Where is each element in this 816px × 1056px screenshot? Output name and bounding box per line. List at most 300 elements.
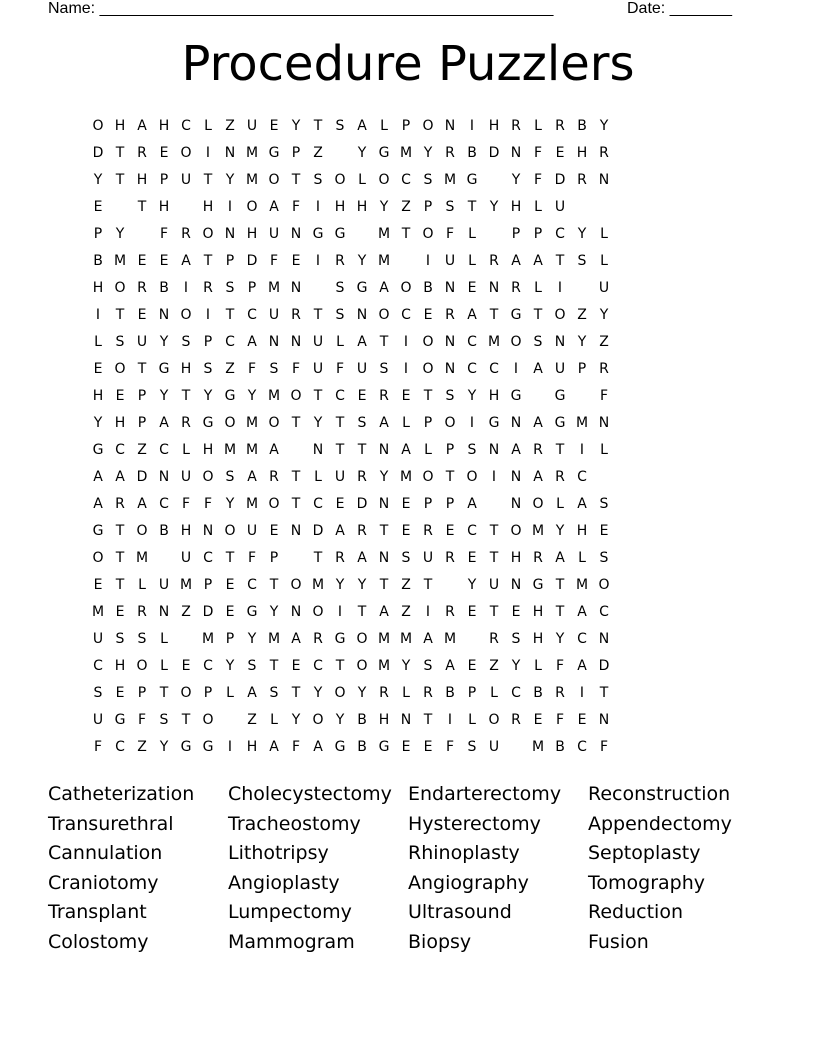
grid-cell: T [181,388,191,404]
grid-cell: O [312,604,324,620]
grid-cell: L [534,118,542,134]
grid-cell: R [445,145,455,161]
grid-cell: I [205,145,211,161]
grid-cell: T [401,226,411,242]
grid-cell: I [513,361,519,377]
grid-cell: U [554,199,566,215]
grid-cell: E [159,145,169,161]
grid-cell: N [510,415,522,431]
grid-cell: G [312,226,324,242]
grid-cell: S [467,442,477,458]
grid-cell: R [291,307,301,323]
grid-row [87,167,615,194]
grid-cell: Y [467,577,477,593]
grid-cell [461,626,483,653]
grid-cell: F [445,739,455,755]
grid-cell: F [203,496,213,512]
grid-cell: G [466,172,478,188]
grid-cell: E [159,253,169,269]
grid-cell: O [180,685,192,701]
grid-cell [395,248,417,275]
grid-cell: O [136,523,148,539]
grid-cell: C [159,442,169,458]
grid-cell: A [115,469,125,485]
word-list-item: Rhinoplasty [408,842,520,865]
grid-cell: L [314,469,322,485]
grid-cell: Z [401,199,411,215]
grid-cell: I [315,199,321,215]
grid-cell: R [379,388,389,404]
grid-cell: E [401,523,411,539]
grid-cell: N [290,226,302,242]
grid-cell: T [423,388,433,404]
grid-cell: G [114,712,126,728]
grid-cell: N [290,604,302,620]
grid-cell: T [313,307,323,323]
grid-cell: C [313,496,323,512]
grid-cell: M [531,739,545,755]
grid-cell: M [399,631,413,647]
word-list-item: Lumpectomy [228,901,352,924]
grid-row [87,707,615,734]
grid-cell: T [533,307,543,323]
grid-cell: C [93,658,103,674]
date-field-line: Date: _______ [627,0,732,17]
grid-cell: R [489,631,499,647]
grid-cell: I [557,280,563,296]
grid-cell: C [577,631,587,647]
grid-cell: S [115,334,125,350]
grid-cell: E [93,361,103,377]
grid-cell: F [599,388,609,404]
grid-cell: L [600,226,608,242]
grid-cell: I [579,442,585,458]
grid-cell: R [445,550,455,566]
grid-cell: A [159,415,169,431]
grid-cell: U [92,631,104,647]
grid-cell: R [137,280,147,296]
grid-row [87,113,615,140]
grid-cell: N [444,280,456,296]
grid-row [87,410,615,437]
grid-row [87,518,615,545]
grid-cell: T [291,469,301,485]
word-list-row [48,898,768,928]
grid-cell: T [115,577,125,593]
grid-cell: F [159,226,169,242]
grid-cell: N [598,712,610,728]
grid-cell: E [555,145,565,161]
grid-cell: G [202,415,214,431]
grid-cell: O [378,307,390,323]
grid-cell: C [577,739,587,755]
grid-cell: Y [511,658,521,674]
grid-cell: N [598,631,610,647]
grid-cell: Y [115,226,125,242]
grid-cell: Y [269,604,279,620]
grid-cell: T [137,361,147,377]
grid-cell: Y [467,388,477,404]
grid-cell: G [224,388,236,404]
grid-cell: U [312,361,324,377]
grid-cell: C [401,172,411,188]
grid-cell: T [335,658,345,674]
grid-cell: M [267,280,281,296]
grid-cell: O [202,226,214,242]
grid-cell: H [202,199,214,215]
grid-cell: E [291,658,301,674]
grid-cell: H [180,523,192,539]
grid-cell: T [489,550,499,566]
grid-cell: S [335,118,345,134]
grid-row [87,302,615,329]
page-title: Procedure Puzzlers [181,36,635,92]
grid-cell: A [467,307,477,323]
grid-cell: Y [159,334,169,350]
grid-cell: R [599,361,609,377]
grid-cell: O [356,631,368,647]
grid-cell [593,464,615,491]
grid-cell: I [403,361,409,377]
grid-cell: D [554,172,566,188]
grid-cell [351,221,373,248]
grid-cell: Y [93,415,103,431]
grid-row [87,491,615,518]
grid-cell: R [357,523,367,539]
grid-cell: D [92,145,104,161]
grid-cell: A [533,469,543,485]
grid-cell: P [137,415,147,431]
grid-cell: U [158,577,170,593]
grid-cell: Z [489,658,499,674]
grid-cell: B [445,685,455,701]
grid-cell: Y [291,712,301,728]
grid-cell [219,707,241,734]
grid-cell: E [357,388,367,404]
grid-cell: N [510,577,522,593]
grid-cell: R [423,685,433,701]
grid-cell: N [444,118,456,134]
grid-cell: A [511,442,521,458]
grid-cell: G [378,739,390,755]
grid-cell: M [377,631,391,647]
grid-cell: O [422,226,434,242]
grid-cell: F [269,253,279,269]
grid-cell: U [268,226,280,242]
grid-cell: A [401,442,411,458]
grid-cell: L [424,442,432,458]
grid-cell: H [180,361,192,377]
grid-cell: N [400,712,412,728]
grid-cell [527,383,549,410]
grid-cell: E [577,712,587,728]
grid-cell: E [511,604,521,620]
grid-cell: R [269,469,279,485]
grid-cell: Y [291,118,301,134]
grid-cell: P [445,496,455,512]
grid-cell: T [555,253,565,269]
grid-cell: E [401,388,411,404]
grid-row [87,194,615,221]
grid-cell: A [313,739,323,755]
grid-cell: M [531,523,545,539]
grid-cell: M [377,658,391,674]
grid-cell: G [334,226,346,242]
grid-cell [285,545,307,572]
grid-cell: U [422,550,434,566]
grid-cell: T [291,415,301,431]
grid-cell: T [423,577,433,593]
grid-cell [571,275,593,302]
grid-cell: T [489,307,499,323]
grid-cell: C [247,307,257,323]
grid-cell: Y [489,199,499,215]
grid-cell: A [93,496,103,512]
grid-cell: E [291,253,301,269]
grid-cell: L [204,118,212,134]
grid-cell: M [113,253,127,269]
grid-row [87,248,615,275]
grid-cell: N [444,361,456,377]
grid-cell: T [357,442,367,458]
grid-cell: B [533,685,543,701]
grid-cell: P [203,577,213,593]
grid-cell: S [93,685,103,701]
grid-cell: G [334,739,346,755]
grid-cell: E [599,523,609,539]
grid-cell: A [379,604,389,620]
grid-cell: U [554,361,566,377]
grid-cell: A [533,415,543,431]
grid-cell: Z [577,307,587,323]
grid-cell: N [488,442,500,458]
grid-cell: R [137,145,147,161]
grid-cell: F [533,172,543,188]
grid-cell: R [203,280,213,296]
grid-cell [483,221,505,248]
grid-cell: E [467,604,477,620]
grid-cell: S [379,361,389,377]
grid-cell: R [181,226,191,242]
grid-cell: P [269,550,279,566]
grid-cell: E [115,685,125,701]
grid-cell: F [599,739,609,755]
grid-cell: E [93,199,103,215]
grid-cell: N [224,145,236,161]
grid-cell: R [533,442,543,458]
word-list-item: Tomography [588,871,705,894]
grid-row [87,383,615,410]
grid-cell: M [575,415,589,431]
grid-cell: M [201,631,215,647]
grid-cell: L [402,685,410,701]
grid-cell: O [180,145,192,161]
grid-cell: P [159,172,169,188]
grid-cell: T [269,577,279,593]
grid-cell: N [158,307,170,323]
grid-cell: F [445,226,455,242]
grid-cell: I [491,469,497,485]
grid-cell: L [160,631,168,647]
grid-cell: O [532,496,544,512]
grid-cell: C [247,577,257,593]
grid-cell: Y [401,658,411,674]
grid-cell: Y [357,145,367,161]
grid-cell: G [202,739,214,755]
grid-cell: A [379,280,389,296]
grid-cell: O [224,523,236,539]
grid-cell: L [534,280,542,296]
grid-cell: C [203,658,213,674]
grid-cell: I [579,685,585,701]
grid-cell: H [510,550,522,566]
grid-cell: A [533,253,543,269]
grid-cell: B [423,280,433,296]
grid-row [87,464,615,491]
grid-cell: F [555,712,565,728]
grid-cell: C [489,361,499,377]
grid-cell: N [290,280,302,296]
grid-cell: A [137,496,147,512]
grid-cell: A [247,685,257,701]
grid-cell: R [445,307,455,323]
grid-cell: E [115,604,125,620]
grid-cell: T [115,523,125,539]
grid-cell: U [180,469,192,485]
grid-cell [285,437,307,464]
grid-cell: T [203,253,213,269]
grid-cell: O [378,172,390,188]
grid-cell: P [137,388,147,404]
grid-cell: A [269,442,279,458]
grid-cell: U [598,280,610,296]
grid-cell: I [447,712,453,728]
grid-cell [571,383,593,410]
grid-cell: Y [313,415,323,431]
grid-cell: Y [335,712,345,728]
word-list-item: Septoplasty [588,842,701,865]
grid-cell: T [115,307,125,323]
grid-cell: L [534,199,542,215]
grid-cell: L [600,442,608,458]
word-list-item: Colostomy [48,930,149,953]
grid-cell: N [290,334,302,350]
grid-row [87,437,615,464]
grid-cell: I [403,334,409,350]
grid-cell: M [487,334,501,350]
grid-cell: S [445,199,455,215]
grid-cell: N [488,280,500,296]
grid-cell: H [510,199,522,215]
grid-cell: R [555,118,565,134]
grid-cell: L [490,685,498,701]
grid-row [87,599,615,626]
grid-cell: F [181,496,191,512]
grid-cell: Y [247,631,257,647]
grid-cell: I [227,739,233,755]
grid-cell: L [160,658,168,674]
name-field-line: Name: ___________________________________________________ [48,0,554,17]
grid-cell: T [335,415,345,431]
grid-cell: G [158,361,170,377]
grid-cell: M [399,469,413,485]
grid-cell: O [290,388,302,404]
grid-cell: T [115,550,125,566]
grid-cell: G [92,442,104,458]
grid-cell: S [335,280,345,296]
grid-cell: B [357,712,367,728]
grid-row [87,680,615,707]
grid-cell: Z [225,118,235,134]
grid-cell: H [114,658,126,674]
grid-cell: O [290,577,302,593]
grid-cell: P [401,118,411,134]
grid-cell: I [205,307,211,323]
grid-cell: N [598,172,610,188]
grid-cell: N [158,604,170,620]
grid-cell: I [183,280,189,296]
grid-cell: E [335,496,345,512]
grid-cell: N [510,469,522,485]
grid-cell: A [247,334,257,350]
grid-cell: O [510,523,522,539]
word-list-item: Lithotripsy [228,842,329,865]
grid-cell: L [226,685,234,701]
grid-cell: O [180,307,192,323]
grid-cell: S [181,334,191,350]
grid-cell: O [246,199,258,215]
grid-cell: I [469,415,475,431]
grid-cell: A [577,658,587,674]
grid-cell: S [577,253,587,269]
grid-cell: S [423,658,433,674]
grid-cell: E [269,523,279,539]
grid-cell: M [245,172,259,188]
grid-cell [593,194,615,221]
grid-cell: T [467,199,477,215]
word-list-item: Transplant [48,901,147,924]
grid-cell: R [115,496,125,512]
grid-cell: P [225,631,235,647]
grid-cell: A [511,253,521,269]
grid-cell: T [269,658,279,674]
grid-cell: U [356,361,368,377]
grid-cell: O [92,550,104,566]
grid-cell: N [510,496,522,512]
grid-cell: B [159,523,169,539]
grid-cell: H [114,118,126,134]
grid-cell: P [203,685,213,701]
grid-cell: P [511,226,521,242]
grid-cell: O [422,334,434,350]
grid-cell: L [336,334,344,350]
grid-cell: T [379,523,389,539]
grid-cell: T [423,712,433,728]
grid-cell: Y [313,685,323,701]
grid-cell: U [246,523,258,539]
word-list-item: Cannulation [48,842,163,865]
grid-cell: Z [401,577,411,593]
grid-cell: O [422,361,434,377]
grid-cell: E [269,118,279,134]
grid-cell: T [445,469,455,485]
grid-cell: H [92,280,104,296]
grid-cell: C [335,388,345,404]
grid-row [87,653,615,680]
grid-cell: H [158,118,170,134]
grid-cell [483,491,505,518]
grid-cell: L [94,334,102,350]
